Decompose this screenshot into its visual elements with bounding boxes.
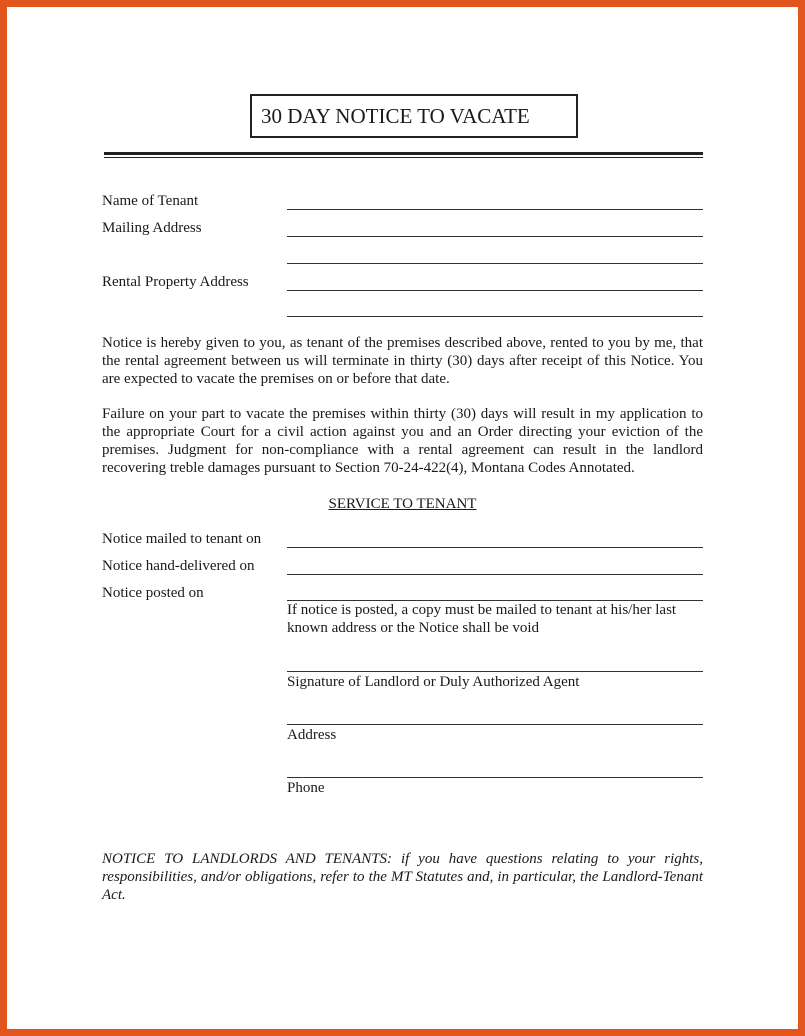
rental-property-address-label: Rental Property Address — [102, 274, 249, 290]
phone-label: Phone — [287, 780, 325, 796]
posted-note: If notice is posted, a copy must be mailed to tenant at his/her last known address or the Notice shall be void — [287, 602, 677, 636]
address-label: Address — [287, 727, 337, 743]
service-heading: SERVICE TO TENANT — [328, 496, 477, 512]
failure-paragraph: Failure on your part to vacate the premises within thirty (30) days will result in my application to the appropriate Court for a civil action against you and an Order directing your eviction of the premises. Judgment for non-compliance with a rental agreement can result in the landlord recovering treble damages pursuant to Section 70-24-422(4), Montana Codes Annotated. — [102, 406, 703, 476]
notice-mailed-label: Notice mailed to tenant on — [102, 531, 262, 547]
signature-label: Signature of Landlord or Duly Authorized Agent — [287, 674, 580, 690]
notice-paragraph: Notice is hereby given to you, as tenant of the premises described above, rented to you by me, that the rental agreement between us will terminate in thirty (30) days after receipt of this Notice. You are expected to vacate the premises on or before that date. — [102, 335, 703, 387]
notice-posted-label: Notice posted on — [102, 585, 204, 601]
mailing-address-label: Mailing Address — [102, 220, 202, 236]
notice-hand-delivered-label: Notice hand-delivered on — [102, 558, 255, 574]
document-title: 30 DAY NOTICE TO VACATE — [250, 94, 578, 138]
landlord-tenant-notice: NOTICE TO LANDLORDS AND TENANTS: if you have questions relating to your rights, responsibilities, and/or obligations, refer to the MT Statutes and, in particular, the Landlord-Tenant Act. — [102, 851, 703, 903]
name-of-tenant-label: Name of Tenant — [102, 193, 199, 209]
